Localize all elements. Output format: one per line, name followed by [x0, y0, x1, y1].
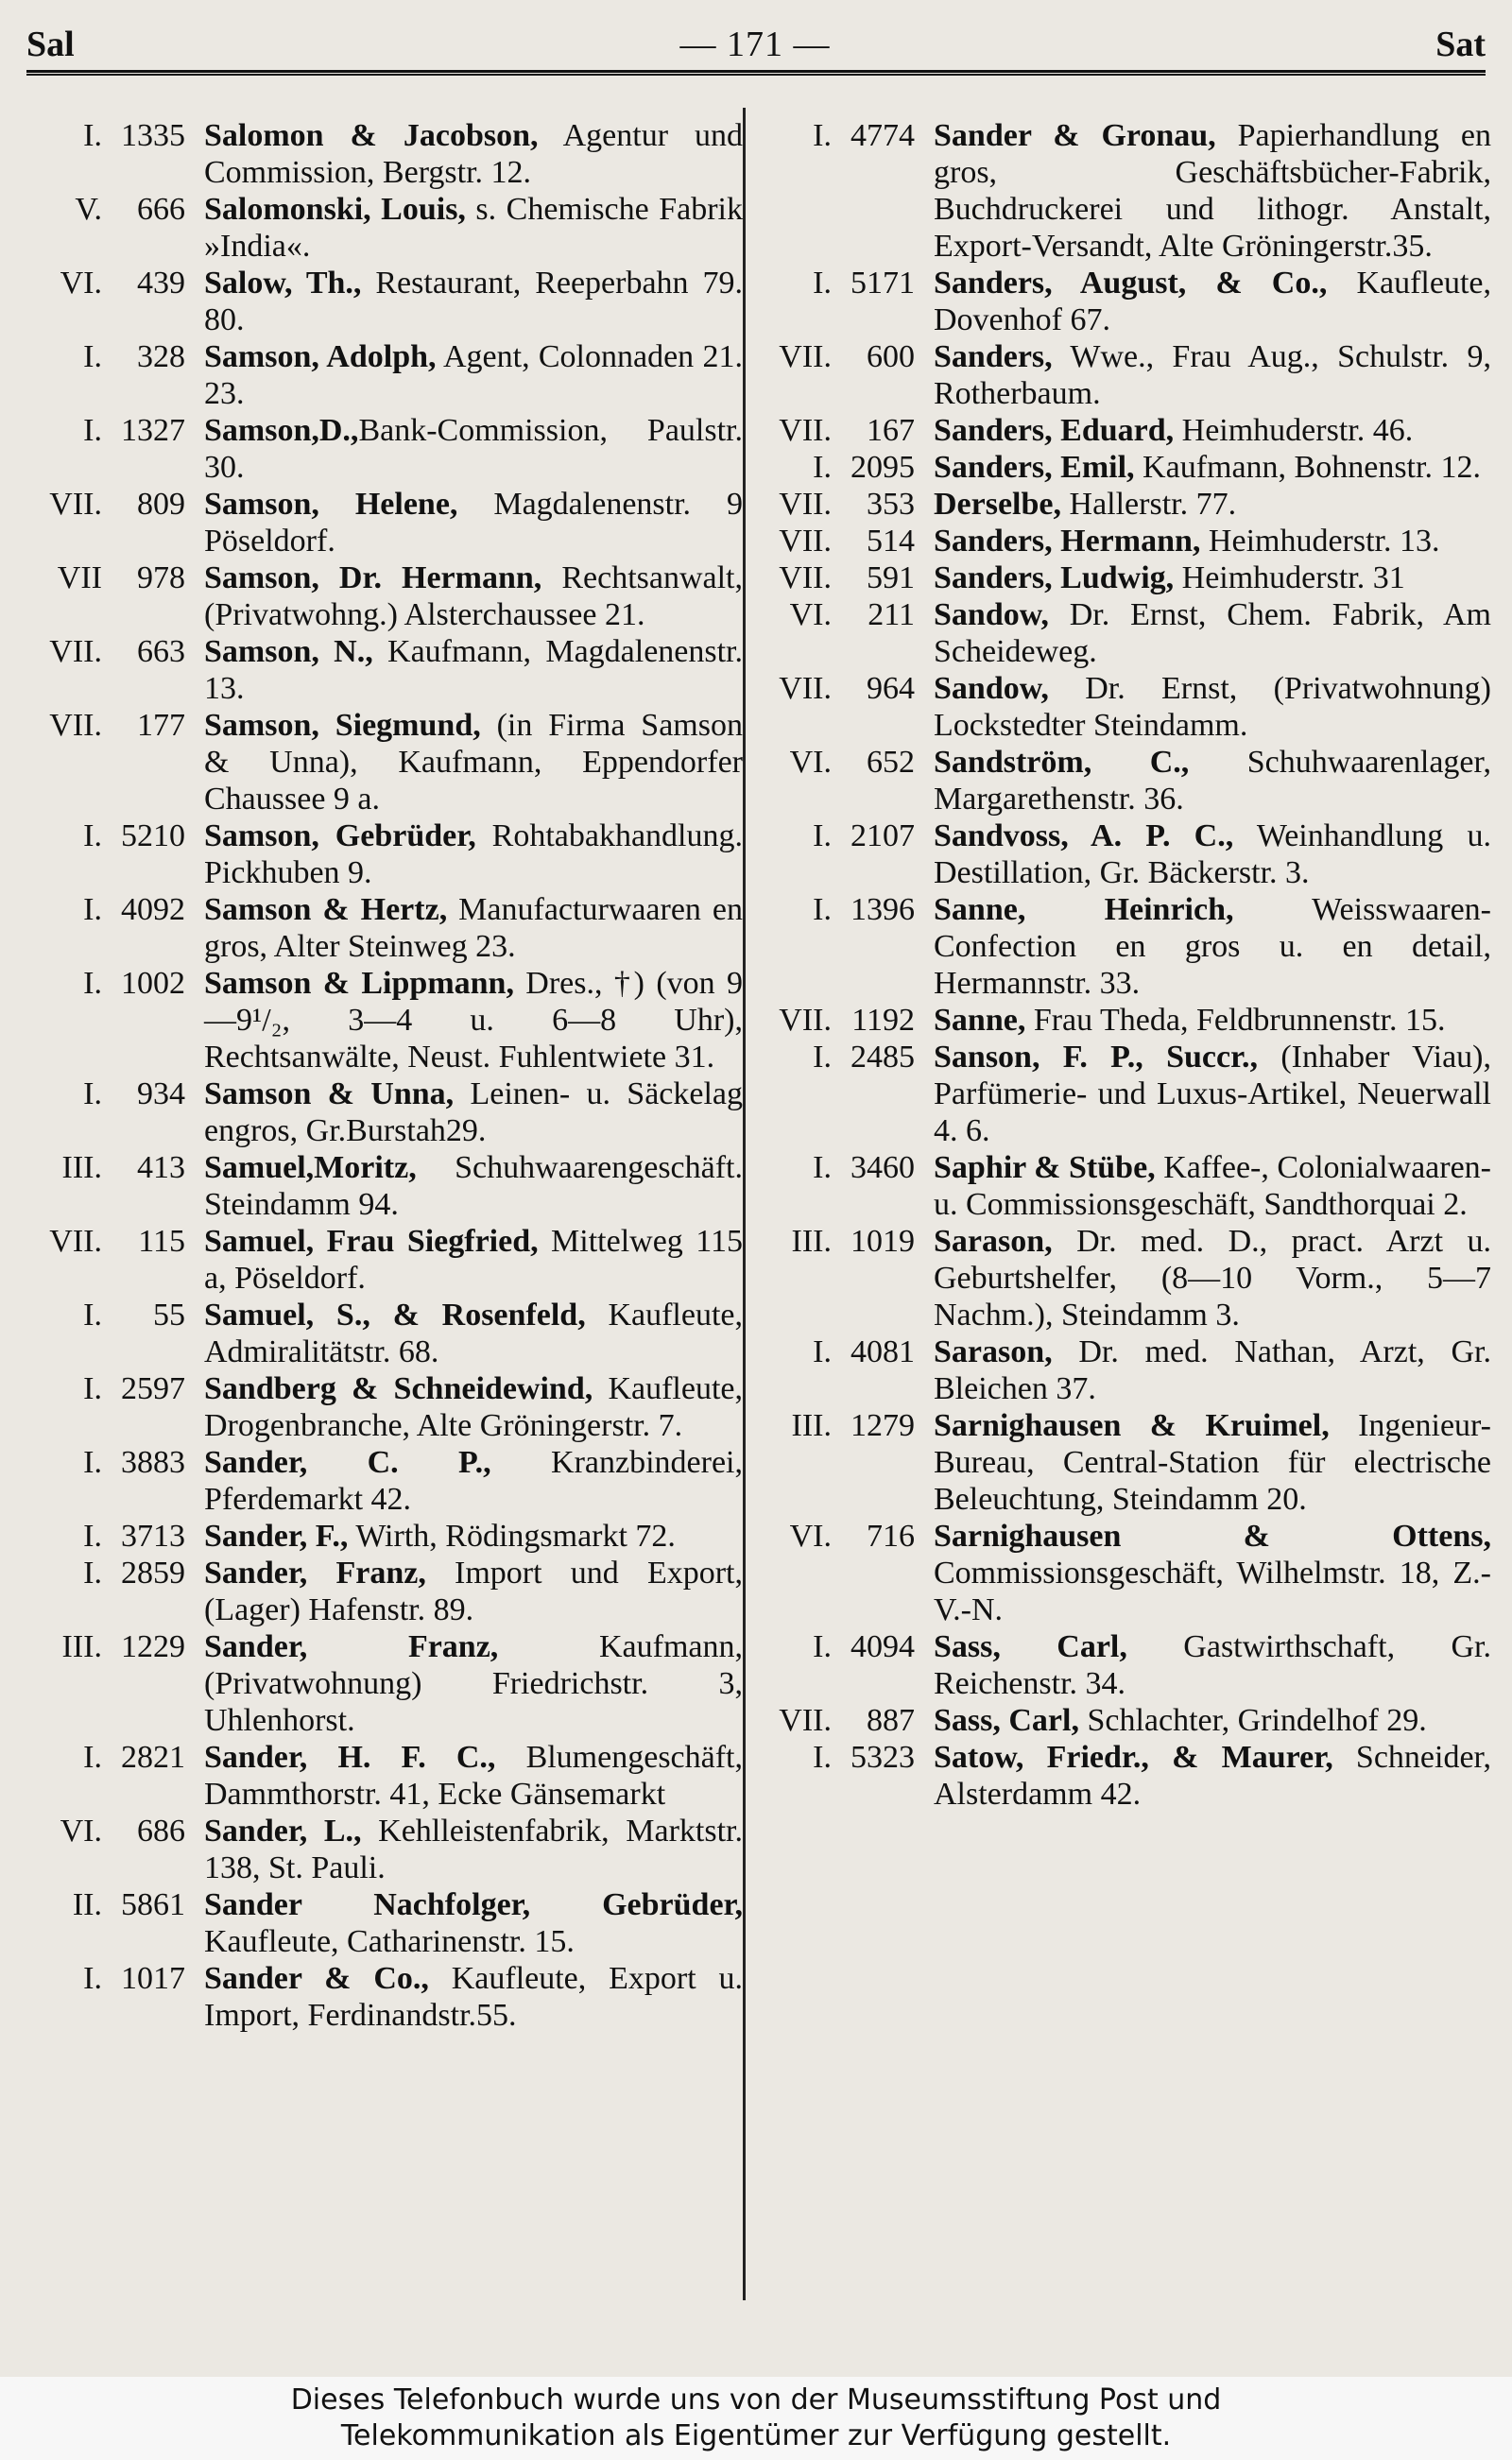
directory-entry: [25, 559, 743, 633]
directory-entry: [754, 670, 1491, 744]
directory-entry: [754, 1407, 1491, 1518]
entry-district: VI.: [789, 597, 832, 632]
footer-line-2: Telekommunikation als Eigentümer zur Verfügung gestellt.: [340, 2419, 1172, 2452]
entry-details: Schuhwaarengeschäft. Steindamm 94.: [204, 1150, 743, 1222]
entry-district: I.: [83, 892, 102, 927]
directory-entry: [754, 1518, 1491, 1628]
entry-district: III.: [791, 1408, 832, 1443]
entry-details: Dr. Ernst, Chem. Fabrik, Am Scheideweg.: [934, 597, 1491, 669]
entry-phone-number: 1327: [121, 413, 185, 448]
entry-district: VI.: [60, 1814, 102, 1849]
entry-text: [934, 1739, 1491, 1813]
entry-text: [204, 1223, 743, 1297]
entry-district: I.: [83, 1371, 102, 1406]
directory-entry: [25, 1223, 743, 1297]
entry-name: Samson, Siegmund,: [204, 708, 481, 743]
entry-phone-number: 1396: [850, 892, 915, 927]
entry-name: Sanson, F. P., Succr.,: [934, 1040, 1259, 1075]
directory-entry: [754, 412, 1491, 449]
entry-name: Sanders, Ludwig,: [934, 560, 1175, 595]
directory-entry: [754, 559, 1491, 596]
entry-details: Kaufleute, Drogenbranche, Alte Gröningerstr. 7.: [204, 1371, 743, 1443]
entry-district: I.: [813, 1150, 832, 1185]
entry-details: Schneider, Alsterdamm 42.: [934, 1740, 1492, 1812]
entry-details: Kaffee-, Colonialwaaren- u. Commissionsgeschäft, Sandthorquai 2.: [934, 1150, 1491, 1222]
entry-phone-number: 5323: [850, 1740, 915, 1775]
directory-entry: [754, 1628, 1491, 1702]
entry-name: Sanders, Hermann,: [934, 524, 1201, 559]
entry-details: Commissionsgeschäft, Wilhelmstr. 18, Z.-V.-N.: [934, 1556, 1491, 1627]
entry-name: Salow, Th.,: [204, 266, 362, 301]
directory-entry: [25, 486, 743, 559]
footer-notice: [0, 2377, 1512, 2460]
entry-phone-number: 514: [867, 524, 915, 559]
directory-entry: [25, 412, 743, 486]
entry-name: Sander, L.,: [204, 1814, 362, 1849]
entry-phone-number: 1229: [121, 1629, 185, 1664]
entry-phone-number: 2597: [121, 1371, 185, 1406]
entry-text: [204, 1555, 743, 1628]
entry-details: Dr. Ernst, (Privatwohnung) Lockstedter Steindamm.: [934, 671, 1491, 743]
entry-text: [204, 559, 743, 633]
entry-district: VII.: [779, 413, 832, 448]
entry-text: [204, 1960, 743, 2034]
entry-details: Kaufleute, Export u. Import, Ferdinandstr.55.: [204, 1961, 744, 2033]
entry-details: (Inhaber Viau), Parfümerie- und Luxus-Artikel, Neuerwall 4. 6.: [934, 1040, 1491, 1148]
entry-details: Dres., †) (von 9—9¹/₂, 3—4 u. 6—8 Uhr), Rechtsanwälte, Neust. Fuhlentwiete 31.: [204, 966, 744, 1075]
directory-entry: [25, 1739, 743, 1813]
entry-text: [934, 1333, 1491, 1407]
directory-entry: [754, 1223, 1491, 1333]
entry-text: [934, 486, 1491, 523]
left-column: [25, 117, 743, 2034]
entry-details: Weisswaaren-Confection en gros u. en detail, Hermannstr. 33.: [934, 892, 1491, 1001]
entry-phone-number: 177: [137, 708, 185, 743]
entry-text: [204, 338, 743, 412]
entry-details: Blumengeschäft, Dammthorstr. 41, Ecke Gänsemarkt: [204, 1740, 743, 1812]
directory-entry: [754, 338, 1491, 412]
entry-details: Frau Theda, Feldbrunnenstr. 15.: [1025, 1003, 1446, 1038]
directory-entry: [754, 265, 1491, 338]
entry-name: Sandvoss, A. P. C.,: [934, 818, 1234, 853]
running-head: [26, 21, 1486, 68]
entry-name: Sanne,: [934, 1003, 1026, 1038]
entry-phone-number: 1017: [121, 1961, 185, 1996]
entry-phone-number: 716: [867, 1519, 915, 1554]
entry-phone-number: 211: [868, 597, 915, 632]
directory-entry: [25, 817, 743, 891]
running-head-left: Sal: [26, 25, 75, 64]
entry-text: [204, 265, 743, 338]
directory-entry: [25, 1628, 743, 1739]
entry-name: Sass, Carl,: [934, 1629, 1127, 1664]
entry-phone-number: 413: [137, 1150, 185, 1185]
entry-district: VII.: [779, 487, 832, 522]
entry-text: [934, 1407, 1491, 1518]
directory-entry: [25, 338, 743, 412]
entry-district: I.: [813, 266, 832, 301]
directory-entry: [25, 265, 743, 338]
entry-name: Salomonski, Louis,: [204, 192, 466, 227]
entry-district: I.: [83, 1298, 102, 1333]
entry-text: [934, 1702, 1491, 1739]
entry-name: Satow, Friedr., & Maurer,: [934, 1740, 1333, 1775]
entry-name: Salomon & Jacobson,: [204, 118, 539, 153]
directory-entry: [25, 707, 743, 817]
entry-name: Sandow,: [934, 597, 1049, 632]
entry-phone-number: 55: [153, 1298, 185, 1333]
entry-district: I.: [83, 818, 102, 853]
entry-text: [934, 449, 1491, 486]
entry-name: Samuel, Frau Siegfried,: [204, 1224, 539, 1259]
entry-text: [204, 1075, 743, 1149]
directory-entry: [25, 1149, 743, 1223]
entry-phone-number: 666: [137, 192, 185, 227]
entry-details: Kaufmann, Magdalenenstr. 13.: [204, 634, 743, 706]
directory-entry: [754, 1002, 1491, 1039]
entry-text: [934, 891, 1491, 1002]
entry-district: I.: [813, 1629, 832, 1664]
entry-district: V.: [75, 192, 102, 227]
entry-phone-number: 652: [867, 745, 915, 780]
right-column: [754, 117, 1491, 1813]
entry-details: Heimhuderstr. 46.: [1174, 413, 1414, 448]
entry-name: Sander, Franz,: [204, 1629, 499, 1664]
entry-details: Rohtabakhandlung. Pickhuben 9.: [204, 818, 743, 890]
column-divider: [743, 108, 746, 2300]
entry-district: I.: [83, 118, 102, 153]
entry-text: [934, 1628, 1491, 1702]
entry-phone-number: 591: [867, 560, 915, 595]
entry-name: Samson, Adolph,: [204, 339, 437, 374]
entry-text: [204, 707, 743, 817]
entry-district: I.: [813, 1334, 832, 1369]
directory-entry: [25, 1555, 743, 1628]
entry-text: [204, 117, 743, 191]
entry-text: [204, 1370, 743, 1444]
entry-district: I.: [83, 1519, 102, 1554]
entry-district: I.: [83, 1556, 102, 1591]
directory-entry: [754, 449, 1491, 486]
entry-details: Heimhuderstr. 31: [1174, 560, 1405, 595]
entry-text: [934, 117, 1491, 265]
entry-phone-number: 4092: [121, 892, 185, 927]
directory-entry: [754, 817, 1491, 891]
entry-name: Sandberg & Schneidewind,: [204, 1371, 593, 1406]
entry-name: Sarason,: [934, 1224, 1053, 1259]
entry-phone-number: 1002: [121, 966, 185, 1001]
directory-entry: [25, 1075, 743, 1149]
entry-phone-number: 1279: [850, 1408, 915, 1443]
entry-phone-number: 4774: [850, 118, 915, 153]
entry-details: Kaufmann, Bohnenstr. 12.: [1134, 450, 1481, 485]
directory-entry: [25, 1370, 743, 1444]
entry-district: VII.: [779, 1003, 832, 1038]
entry-text: [934, 596, 1491, 670]
entry-details: Wirth, Rödingsmarkt 72.: [348, 1519, 676, 1554]
entry-text: [934, 744, 1491, 817]
entry-details: Restaurant, Reeperbahn 79. 80.: [204, 266, 743, 337]
entry-details: Magdalenenstr. 9 Pöseldorf.: [204, 487, 743, 559]
entry-details: Agent, Colonnaden 21. 23.: [204, 339, 743, 411]
entry-details: Dr. med. Nathan, Arzt, Gr. Bleichen 37.: [934, 1334, 1491, 1406]
entry-name: Samson, N.,: [204, 634, 373, 669]
directory-entry: [25, 1297, 743, 1370]
entry-name: Sanders, Eduard,: [934, 413, 1175, 448]
entry-phone-number: 978: [137, 560, 185, 595]
entry-phone-number: 353: [867, 487, 915, 522]
entry-phone-number: 439: [137, 266, 185, 301]
entry-text: [204, 1886, 743, 1960]
entry-phone-number: 2095: [850, 450, 915, 485]
entry-text: [204, 1813, 743, 1886]
entry-name: Sander, F.,: [204, 1519, 349, 1554]
entry-district: III.: [61, 1150, 102, 1185]
entry-text: [204, 412, 743, 486]
entry-district: VI.: [789, 1519, 832, 1554]
entry-district: I.: [83, 1740, 102, 1775]
entry-name: Samson & Lippmann,: [204, 966, 514, 1001]
entry-district: III.: [61, 1629, 102, 1664]
entry-name: Sanders,: [934, 339, 1053, 374]
directory-entry: [25, 117, 743, 191]
directory-entry: [25, 1444, 743, 1518]
directory-entry: [754, 117, 1491, 265]
directory-entry: [754, 486, 1491, 523]
entry-phone-number: 115: [138, 1224, 185, 1259]
entry-phone-number: 686: [137, 1814, 185, 1849]
entry-name: Samson & Hertz,: [204, 892, 448, 927]
header-rule: [26, 70, 1486, 76]
directory-entry: [754, 1149, 1491, 1223]
entry-details: Bank-Commission, Paulstr. 30.: [204, 413, 743, 485]
directory-entry: [25, 1813, 743, 1886]
entry-details: Kaufmann, (Privatwohnung) Friedrichstr. 3, Uhlenhorst.: [204, 1629, 743, 1738]
entry-district: I.: [83, 413, 102, 448]
entry-text: [204, 817, 743, 891]
directory-entry: [25, 965, 743, 1075]
entry-name: Sander, C. P.,: [204, 1445, 491, 1480]
entry-text: [204, 1444, 743, 1518]
entry-text: [934, 1002, 1491, 1039]
entry-name: Derselbe,: [934, 487, 1062, 522]
directory-entry: [754, 891, 1491, 1002]
entry-name: Sander, Franz,: [204, 1556, 426, 1591]
entry-details: Kaufleute, Dovenhof 67.: [934, 266, 1491, 337]
entry-details: Rechtsanwalt, (Privatwohng.) Alsterchaussee 21.: [204, 560, 743, 632]
directory-entry: [25, 191, 743, 265]
entry-details: Kranzbinderei, Pferdemarkt 42.: [204, 1445, 743, 1517]
entry-text: [934, 1149, 1491, 1223]
entry-phone-number: 328: [137, 339, 185, 374]
entry-phone-number: 1192: [851, 1003, 915, 1038]
entry-details: Kehlleistenfabrik, Marktstr. 138, St. Pauli.: [204, 1814, 743, 1885]
entry-details: Heimhuderstr. 13.: [1200, 524, 1440, 559]
entry-details: Import und Export, (Lager) Hafenstr. 89.: [204, 1556, 743, 1627]
directory-entry: [754, 596, 1491, 670]
directory-entry: [754, 1039, 1491, 1149]
entry-district: VI.: [60, 266, 102, 301]
entry-text: [204, 891, 743, 965]
entry-phone-number: 2485: [850, 1040, 915, 1075]
entry-district: I.: [83, 1445, 102, 1480]
directory-entry: [754, 1333, 1491, 1407]
entry-phone-number: 1335: [121, 118, 185, 153]
entry-name: Sander & Co.,: [204, 1961, 429, 1996]
entry-details: Weinhandlung u. Destillation, Gr. Bäckerstr. 3.: [934, 818, 1491, 890]
entry-district: I.: [813, 450, 832, 485]
entry-name: Samson, Dr. Hermann,: [204, 560, 542, 595]
directory-entry: [25, 1886, 743, 1960]
entry-phone-number: 934: [137, 1076, 185, 1111]
entry-text: [934, 523, 1491, 559]
entry-text: [204, 965, 743, 1075]
entry-phone-number: 3460: [850, 1150, 915, 1185]
entry-text: [204, 633, 743, 707]
entry-name: Samson, Gebrüder,: [204, 818, 476, 853]
entry-name: Sass, Carl,: [934, 1703, 1079, 1738]
entry-district: VII.: [49, 1224, 102, 1259]
directory-entry: [754, 744, 1491, 817]
entry-district: VII.: [779, 524, 832, 559]
entry-district: II.: [72, 1887, 102, 1922]
entry-text: [204, 1628, 743, 1739]
entry-district: III.: [791, 1224, 832, 1259]
entry-text: [934, 559, 1491, 596]
entry-details: Ingenieur-Bureau, Central-Station für electrische Beleuchtung, Steindamm 20.: [934, 1408, 1491, 1517]
entry-phone-number: 887: [867, 1703, 915, 1738]
entry-text: [934, 265, 1491, 338]
entry-phone-number: 167: [867, 413, 915, 448]
entry-district: VII.: [779, 560, 832, 595]
directory-entry: [754, 523, 1491, 559]
entry-details: Kaufleute, Admiralitätstr. 68.: [204, 1298, 743, 1369]
entry-district: I.: [83, 339, 102, 374]
entry-name: Sanders, Emil,: [934, 450, 1135, 485]
entry-district: VII.: [49, 634, 102, 669]
directory-entry: [754, 1702, 1491, 1739]
entry-district: I.: [83, 1076, 102, 1111]
entry-name: Sander Nachfolger, Gebrüder,: [204, 1887, 743, 1922]
entry-phone-number: 5861: [121, 1887, 185, 1922]
entry-details: Schuhwaarenlager, Margarethenstr. 36.: [934, 745, 1491, 817]
entry-name: Sanders, August, & Co.,: [934, 266, 1328, 301]
entry-name: Sarnighausen & Kruimel,: [934, 1408, 1330, 1443]
entry-text: [934, 1223, 1491, 1333]
entry-district: VII.: [49, 487, 102, 522]
entry-district: VII.: [779, 1703, 832, 1738]
entry-text: [204, 486, 743, 559]
directory-entry: [25, 891, 743, 965]
footer-line-1: Dieses Telefonbuch wurde uns von der Museumsstiftung Post und: [290, 2383, 1222, 2417]
entry-details: s. Chemische Fabrik »India«.: [204, 192, 743, 264]
running-head-right: Sat: [1435, 25, 1486, 64]
entry-district: I.: [813, 1740, 832, 1775]
entry-text: [204, 1297, 743, 1370]
entry-text: [204, 1149, 743, 1223]
entry-phone-number: 3883: [121, 1445, 185, 1480]
entry-district: VI.: [789, 745, 832, 780]
entry-name: Samuel,Moritz,: [204, 1150, 417, 1185]
directory-entry: [25, 1960, 743, 2034]
entry-name: Samson & Unna,: [204, 1076, 455, 1111]
entry-details: Leinen- u. Säckelag engros, Gr.Burstah29.: [204, 1076, 743, 1148]
entry-district: VII: [57, 560, 102, 595]
entry-district: I.: [813, 118, 832, 153]
entry-name: Sarason,: [934, 1334, 1053, 1369]
entry-phone-number: 1019: [850, 1224, 915, 1259]
page-number: — 171 —: [679, 25, 831, 64]
entry-text: [934, 1518, 1491, 1628]
entry-phone-number: 964: [867, 671, 915, 706]
entry-name: Saphir & Stübe,: [934, 1150, 1156, 1185]
entry-phone-number: 3713: [121, 1519, 185, 1554]
entry-details: Mittelweg 115 a, Pöseldorf.: [204, 1224, 743, 1296]
entry-district: VII.: [779, 339, 832, 374]
entry-phone-number: 809: [137, 487, 185, 522]
entry-district: VII.: [779, 671, 832, 706]
entry-phone-number: 2821: [121, 1740, 185, 1775]
entry-name: Samson,D.,: [204, 413, 359, 448]
entry-phone-number: 4081: [850, 1334, 915, 1369]
entry-district: I.: [813, 1040, 832, 1075]
entry-text: [934, 670, 1491, 744]
entry-name: Sandström, C.,: [934, 745, 1190, 780]
entry-phone-number: 600: [867, 339, 915, 374]
entry-details: Kaufleute, Catharinenstr. 15.: [204, 1924, 575, 1959]
entry-text: [204, 191, 743, 265]
entry-phone-number: 2859: [121, 1556, 185, 1591]
entry-name: Sarnighausen & Ottens,: [934, 1519, 1491, 1554]
entry-details: Agentur und Commission, Bergstr. 12.: [204, 118, 743, 190]
entry-name: Samuel, S., & Rosenfeld,: [204, 1298, 586, 1333]
entry-name: Sanne, Heinrich,: [934, 892, 1234, 927]
entry-phone-number: 2107: [850, 818, 915, 853]
entry-district: I.: [83, 1961, 102, 1996]
entry-details: Wwe., Frau Aug., Schulstr. 9, Rotherbaum.: [934, 339, 1491, 411]
entry-phone-number: 4094: [850, 1629, 915, 1664]
entry-district: I.: [83, 966, 102, 1001]
directory-entry: [754, 1739, 1491, 1813]
entry-text: [934, 817, 1491, 891]
entry-text: [204, 1518, 743, 1555]
entry-phone-number: 5210: [121, 818, 185, 853]
entry-name: Samson, Helene,: [204, 487, 458, 522]
entry-text: [934, 338, 1491, 412]
entry-name: Sander, H. F. C.,: [204, 1740, 496, 1775]
entry-text: [204, 1739, 743, 1813]
entry-details: Gastwirthschaft, Gr. Reichenstr. 34.: [934, 1629, 1491, 1701]
entry-details: Manufacturwaaren en gros, Alter Steinweg 23.: [204, 892, 743, 964]
entry-district: I.: [813, 818, 832, 853]
directory-entry: [25, 633, 743, 707]
entry-district: VII.: [49, 708, 102, 743]
directory-entry: [25, 1518, 743, 1555]
entry-phone-number: 663: [137, 634, 185, 669]
entry-details: Schlachter, Grindelhof 29.: [1078, 1703, 1427, 1738]
entry-text: [934, 412, 1491, 449]
entry-phone-number: 5171: [850, 266, 915, 301]
entry-details: Papierhandlung en gros, Geschäftsbücher-Fabrik, Buchdruckerei und lithogr. Anstalt, Export-Versandt, Alte Gröningerstr.35.: [934, 118, 1491, 264]
entry-text: [934, 1039, 1491, 1149]
entry-name: Sandow,: [934, 671, 1049, 706]
entry-details: Hallerstr. 77.: [1061, 487, 1237, 522]
entry-details: (in Firma Samson & Unna), Kaufmann, Eppendorfer Chaussee 9 a.: [204, 708, 743, 817]
entry-details: Dr. med. D., pract. Arzt u. Geburtshelfer, (8—10 Vorm., 5—7 Nachm.), Steindamm 3.: [934, 1224, 1491, 1333]
entry-name: Sander & Gronau,: [934, 118, 1216, 153]
entry-district: I.: [813, 892, 832, 927]
